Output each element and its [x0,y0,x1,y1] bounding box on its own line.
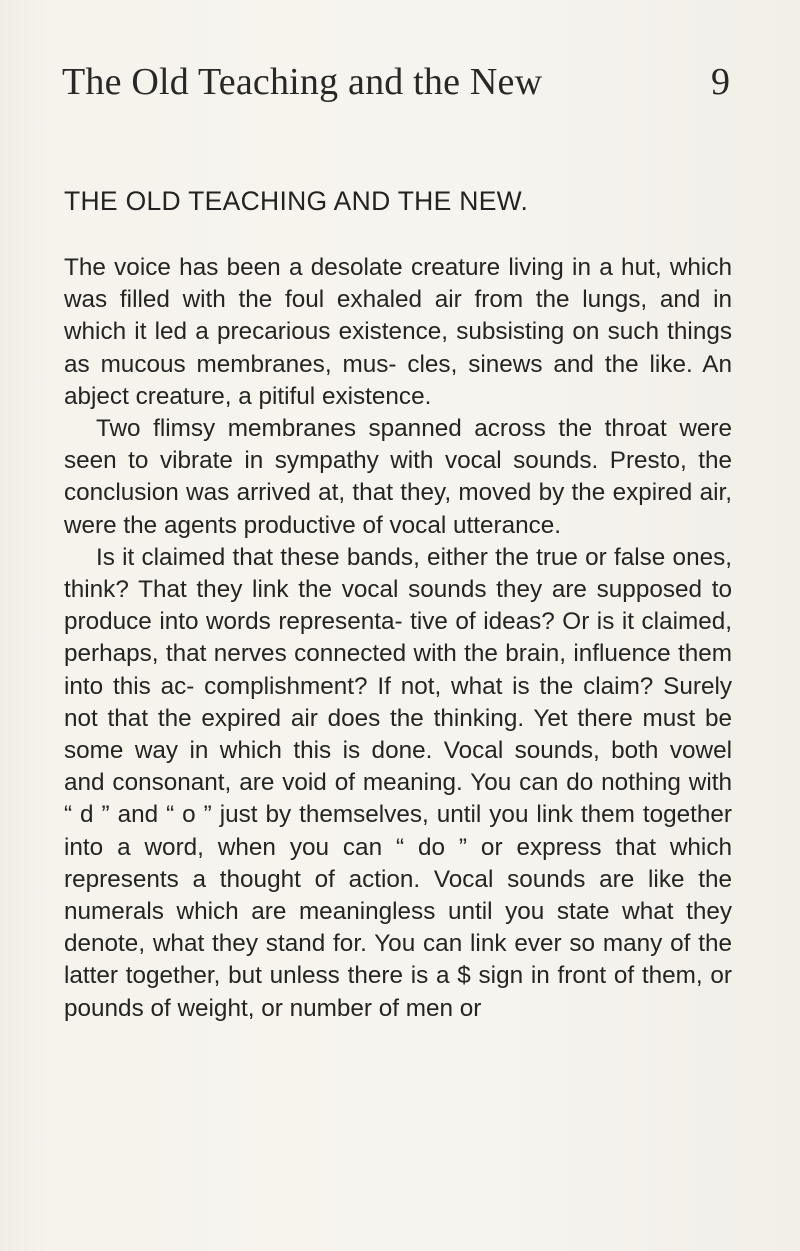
running-title: The Old Teaching and the New [62,61,543,103]
running-head [62,60,730,110]
chapter-heading: THE OLD TEACHING AND THE NEW. [64,186,529,216]
paragraph-2: Two flimsy membranes spanned across the throat were seen to vibrate in sympathy with vocal sounds. Presto, the conclusion was arrived at, that they, moved by the expired air, were the agents productive of vocal utterance. [64,415,732,539]
page-number: 9 [711,61,730,103]
body-text [64,252,732,1025]
paragraph-3: Is it claimed that these bands, either the true or false ones, think? That they link the vocal sounds they are supposed to produce into words representa- tive of ideas? Or is it claimed, perhaps, that nerves connected with the brain, influence them into this ac- complishment? If not, what is the claim? Surely not that the expired air does the thinking. Yet there must be some way in which this is done. Vocal sounds, both vowel and consonant, are void of meaning. You can do nothing with “ d ” and “ o ” just by themselves, until you link them together into a word, when you can “ do ” or express that which represents a thought of action. Vocal sounds are like the numerals which are meaningless until you state what they denote, what they stand for. You can link ever so many of the latter together, but unless there is a $ sign in front of them, or pounds of weight, or number of men or [64,543,732,1022]
paragraph-1: The voice has been a desolate creature living in a hut, which was filled with the foul exhaled air from the lungs, and in which it led a precarious existence, subsisting on such things as mucous membranes, mus- cles, sinews and the like. An abject creature, a pitiful existence. [64,254,732,410]
